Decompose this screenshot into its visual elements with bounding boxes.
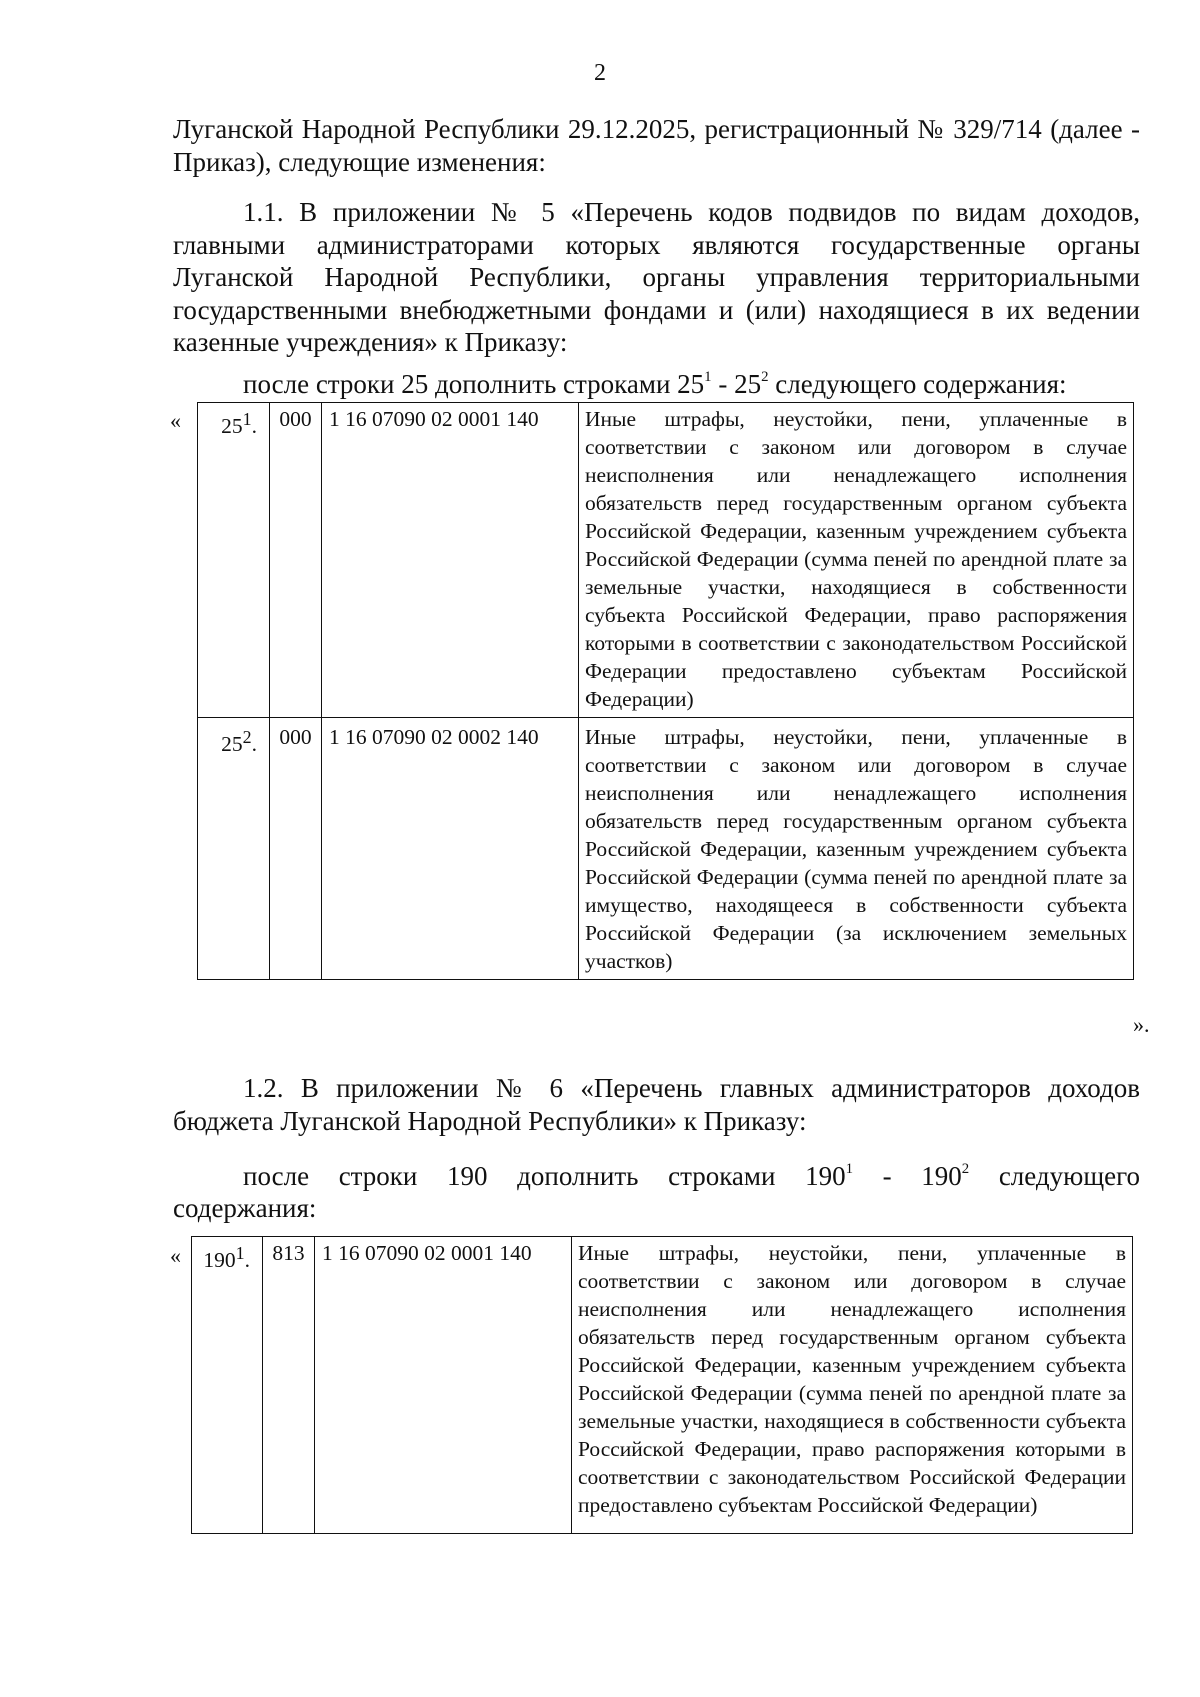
row-number-cell: $25^1$. — [198, 403, 270, 718]
instruction-text: после строки 190 дополнить строками 190 — [243, 1161, 846, 1191]
section-1-2-instruction — [243, 1160, 1140, 1193]
page-number: 2 — [594, 60, 606, 86]
instruction-superscript: 2 — [761, 369, 769, 386]
description-cell: Иные штрафы, неустойки, пени, уплаченные в соответствии с законом или договором в случае неисполнения или ненадлежащего исполнения обязательств перед государственным органом субъекта Российской Федерации, казенным учреждением субъекта Российской Федерации (сумма пеней по арендной плате за земельные участки, находящиеся в собственности субъекта Российской Федерации, право распоряжения которыми в соответствии с законодательством Российской Федерации предоставлено субъектам Российской Федерации) — [579, 403, 1134, 718]
table-row — [198, 403, 1134, 718]
description-cell: Иные штрафы, неустойки, пени, уплаченные в соответствии с законом или договором в случае неисполнения или ненадлежащего исполнения обязательств перед государственным органом субъекта Российской Федерации, казенным учреждением субъекта Российской Федерации (сумма пеней по арендной плате за имущество, находящееся в собственности субъекта Российской Федерации (за исключением земельных участков) — [579, 718, 1134, 980]
instruction-text: после строки 25 дополнить строками 25 — [243, 369, 705, 399]
instruction-superscript: 2 — [961, 1161, 970, 1178]
amendment-table-1 — [197, 402, 1134, 980]
instruction-superscript: 1 — [704, 369, 712, 386]
open-quote: « — [170, 408, 181, 433]
admin-code-cell: 000 — [270, 718, 322, 980]
section-1-1-instruction — [243, 368, 1067, 400]
open-quote: « — [170, 1243, 181, 1268]
instruction-text: следующего — [969, 1161, 1140, 1191]
income-code-cell: 1 16 07090 02 0001 140 — [322, 403, 579, 718]
admin-code-cell: 813 — [263, 1237, 315, 1534]
section-1-2-heading: 1.2. В приложении № 6 «Перечень главных администраторов доходов бюджета Луганской Народной Республики» к Приказу: — [173, 1073, 1140, 1136]
close-quote: ». — [1133, 1012, 1150, 1037]
table-row — [198, 718, 1134, 980]
admin-code-cell: 000 — [270, 403, 322, 718]
instruction-text: - 190 — [853, 1161, 962, 1191]
row-number-cell: $190^1$. — [192, 1237, 263, 1534]
instruction-superscript: 1 — [845, 1161, 853, 1178]
description-cell: Иные штрафы, неустойки, пени, уплаченные в соответствии с законом или договором в случае неисполнения или ненадлежащего исполнения обязательств перед государственным органом субъекта Российской Федерации, казенным учреждением субъекта Российской Федерации (сумма пеней по арендной плате за земельные участки, находящиеся в собственности субъекта Российской Федерации, право распоряжения которыми в соответствии с законодательством Российской Федерации предоставлено субъектам Российской Федерации) — [572, 1237, 1133, 1534]
table-row — [192, 1237, 1133, 1534]
instruction-text: - 25 — [711, 369, 762, 399]
instruction-text: следующего содержания: — [768, 369, 1067, 399]
income-code-cell: 1 16 07090 02 0002 140 — [322, 718, 579, 980]
income-code-cell: 1 16 07090 02 0001 140 — [315, 1237, 572, 1534]
amendment-table-2 — [191, 1236, 1133, 1534]
section-1-1-heading: 1.1. В приложении № 5 «Перечень кодов подвидов по видам доходов, главными администраторами которых являются государственные органы Луганской Народной Республики, органы управления территориальными государственными внебюджетными фондами и (или) находящиеся в их ведении казенные учреждения» к Приказу: — [173, 197, 1140, 357]
section-1-2-instruction-continued: содержания: — [173, 1193, 317, 1223]
row-number-cell: $25^2$. — [198, 718, 270, 980]
intro-paragraph: Луганской Народной Республики 29.12.2025, регистрационный № 329/714 (далее - Приказ), следующие изменения: — [173, 114, 1140, 177]
